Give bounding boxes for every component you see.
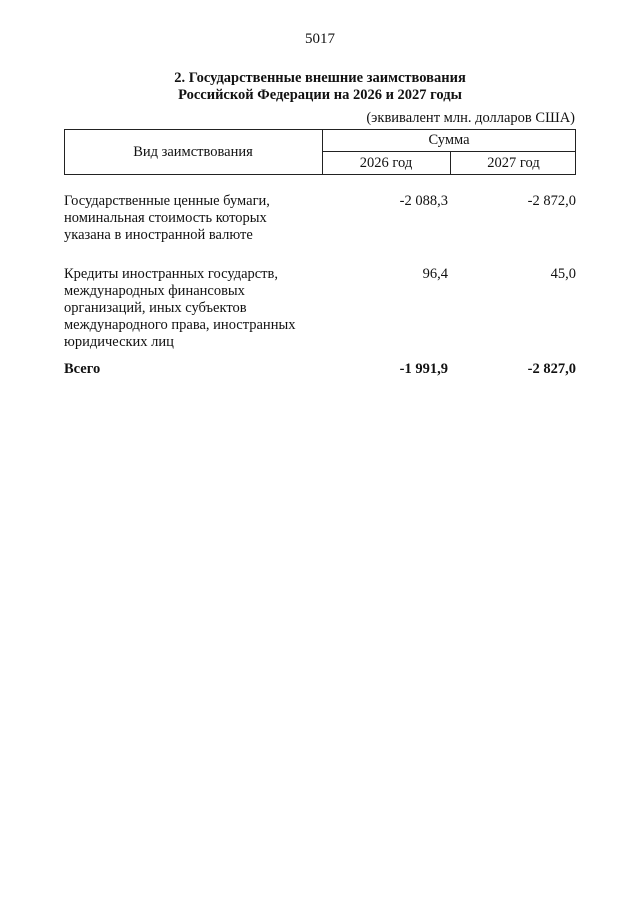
row-value-2026: -2 088,3 <box>399 193 448 209</box>
table-header <box>64 129 576 175</box>
row-label-line: организаций, иных субъектов <box>64 300 247 316</box>
page-number: 5017 <box>305 31 335 47</box>
row-label-line: Государственные ценные бумаги, <box>64 193 270 209</box>
row-label-line: указана в иностранной валюте <box>64 227 253 243</box>
row-label-line: Кредиты иностранных государств, <box>64 266 278 282</box>
section-title-line-1: 2. Государственные внешние заимствования <box>174 70 466 86</box>
row-value-2027: 45,0 <box>550 266 576 282</box>
header-sum: Сумма <box>428 132 470 148</box>
row-label-line: номинальная стоимость которых <box>64 210 267 226</box>
section-title <box>0 70 640 104</box>
row-value-2026: 96,4 <box>422 266 448 282</box>
total-value-2026: -1 991,9 <box>399 361 448 377</box>
header-year-2027: 2027 год <box>487 155 540 171</box>
row-label-line: юридических лиц <box>64 334 174 350</box>
total-value-2027: -2 827,0 <box>527 361 576 377</box>
unit-note: (эквивалент млн. долларов США) <box>366 110 575 126</box>
row-value-2027: -2 872,0 <box>527 193 576 209</box>
header-borrowing-kind: Вид заимствования <box>133 144 253 160</box>
section-title-line-2: Российской Федерации на 2026 и 2027 годы <box>178 87 462 103</box>
row-label <box>64 266 314 351</box>
row-label-line: международных финансовых <box>64 283 245 299</box>
header-year-2026: 2026 год <box>359 155 413 171</box>
total-label: Всего <box>64 361 101 377</box>
row-label <box>64 193 314 244</box>
row-label-line: международного права, иностранных <box>64 317 296 333</box>
